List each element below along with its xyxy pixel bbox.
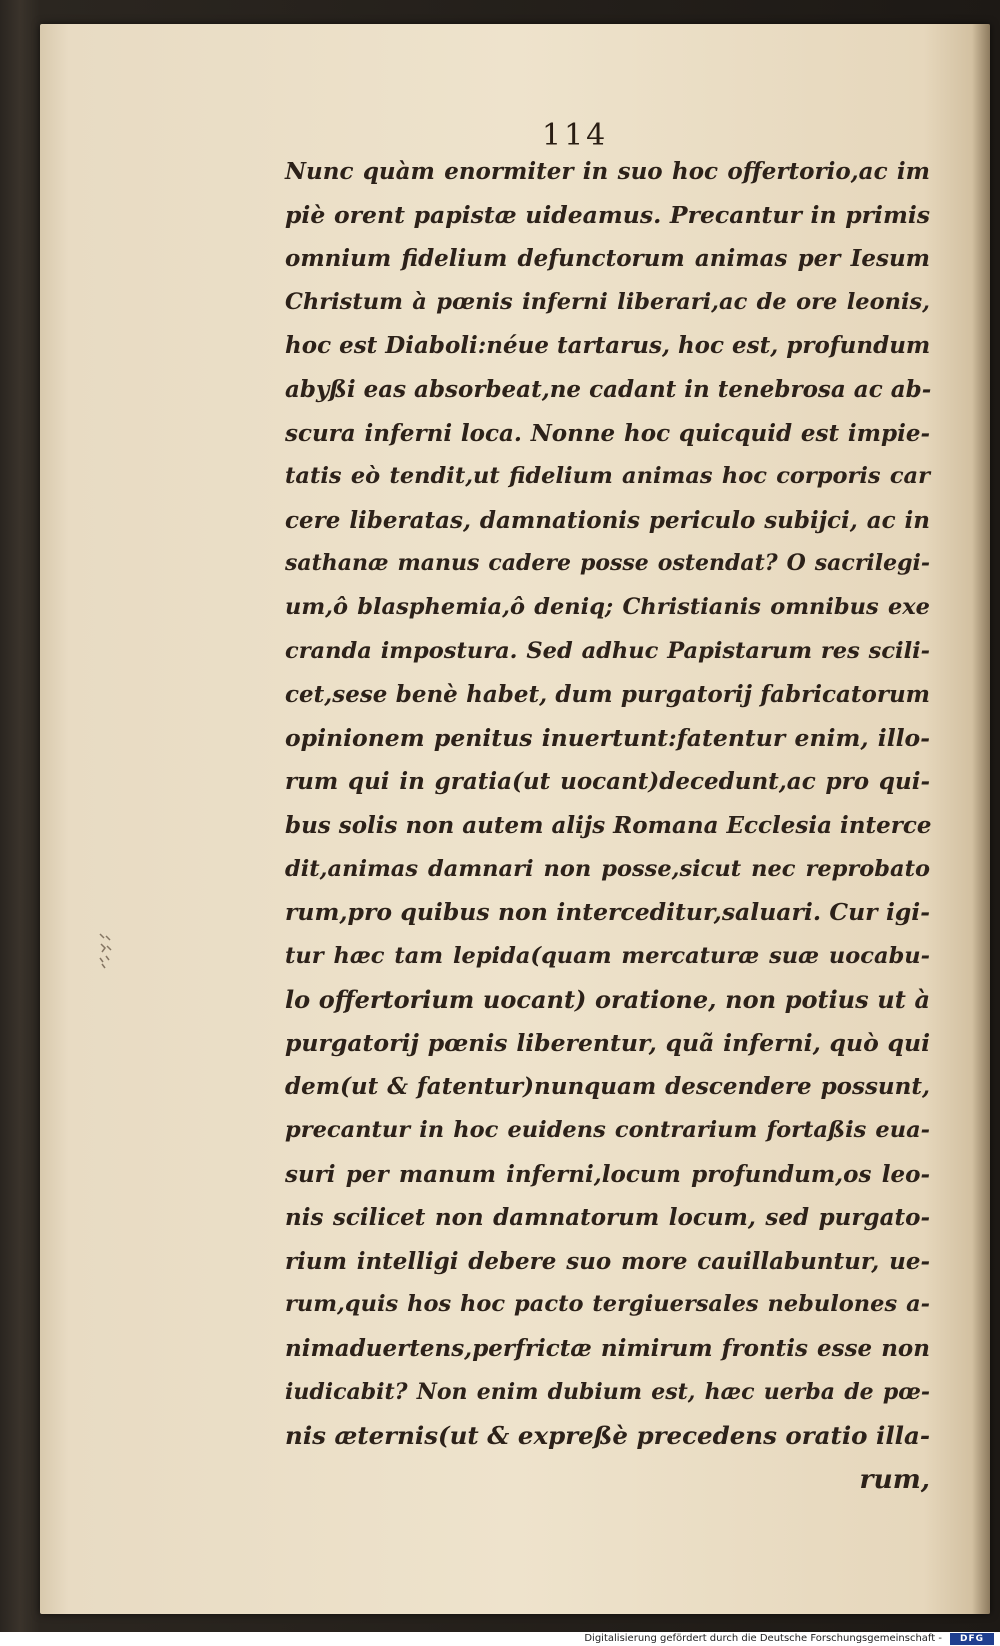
text-line: piè orent papistæ uideamus. Precantur in primis <box>285 200 930 229</box>
text-line: tur hæc tam lepida(quam mercaturæ suæ uocabu- <box>285 942 930 969</box>
text-line: iudicabit? Non enim dubium est, hæc uerba de pœ- <box>285 1378 930 1405</box>
text-line: opinionem penitus inuertunt:fatentur enim, illo- <box>285 723 930 752</box>
text-line: cranda impostura. Sed adhuc Papistarum res scili- <box>285 637 930 664</box>
page-edge-shadow <box>972 24 990 1614</box>
text-line: Christum à pœnis inferni liberari,ac de ore leonis, <box>285 288 930 315</box>
text-line: rum, <box>859 1463 930 1495</box>
text-line: scura inferni loca. Nonne hoc quicquid est impie- <box>285 419 930 447</box>
page-number: 114 <box>542 118 609 153</box>
text-line: omnium fidelium defunctorum animas per Iesum <box>285 245 930 273</box>
text-line: rum,quis hos hoc pacto tergiuersales nebulones a- <box>285 1291 930 1318</box>
text-line: lo offertorium uocant) oratione, non potius ut à <box>285 985 930 1015</box>
body-text <box>285 150 930 1501</box>
text-line: tatis eò tendit,ut fidelium animas hoc corporis car <box>285 463 930 490</box>
text-line: sathanæ manus cadere posse ostendat? O sacrilegi- <box>285 550 930 577</box>
text-line: cere liberatas, damnationis periculo subijci, ac in <box>285 506 930 534</box>
digitization-credit: Digitalisierung gefördert durch die Deutsche Forschungsgemeinschaft - <box>584 1633 942 1644</box>
text-line: rum,pro quibus non interceditur,saluari. Cur igi- <box>285 898 930 927</box>
dfg-logo: DFG <box>950 1633 994 1645</box>
text-line: dem(ut & fatentur)nunquam descendere possunt, <box>285 1073 930 1101</box>
text-line: suri per manum inferni,locum profundum,os leo- <box>285 1160 930 1188</box>
text-line: nis scilicet non damnatorum locum, sed purgato- <box>285 1204 930 1232</box>
text-line: cet,sese benè habet, dum purgatorij fabricatorum <box>285 681 930 709</box>
text-line: dit,animas damnari non posse,sicut nec reprobato <box>285 855 930 882</box>
text-line: abyßi eas absorbeat,ne cadant in tenebrosa ac ab- <box>285 375 932 403</box>
text-line: Nunc quàm enormiter in suo hoc offertorio,ac im <box>285 158 930 185</box>
text-line: bus solis non autem alijs Romana Ecclesia interce <box>285 811 932 839</box>
text-line: rum qui in gratia(ut uocant)decedunt,ac pro qui- <box>285 768 930 796</box>
text-line: um,ô blasphemia,ô deniq; Christianis omnibus exe <box>285 593 930 620</box>
text-line: rium intelligi debere suo more cauillabuntur, ue- <box>285 1247 930 1275</box>
text-line: precantur in hoc euidens contrarium fortaßis eua- <box>285 1117 930 1144</box>
text-line: purgatorij pœnis liberentur, quã inferni, quò qui <box>285 1028 930 1057</box>
footer-bar <box>0 1632 1000 1646</box>
text-line: nis æternis(ut & expreßè precedens oratio illa- <box>285 1421 931 1451</box>
margin-ink-mark <box>96 930 114 970</box>
text-line: hoc est Diaboli:néue tartarus, hoc est, profundum <box>285 332 931 360</box>
text-line: nimaduertens,perfrictæ nimirum frontis esse non <box>285 1335 930 1363</box>
